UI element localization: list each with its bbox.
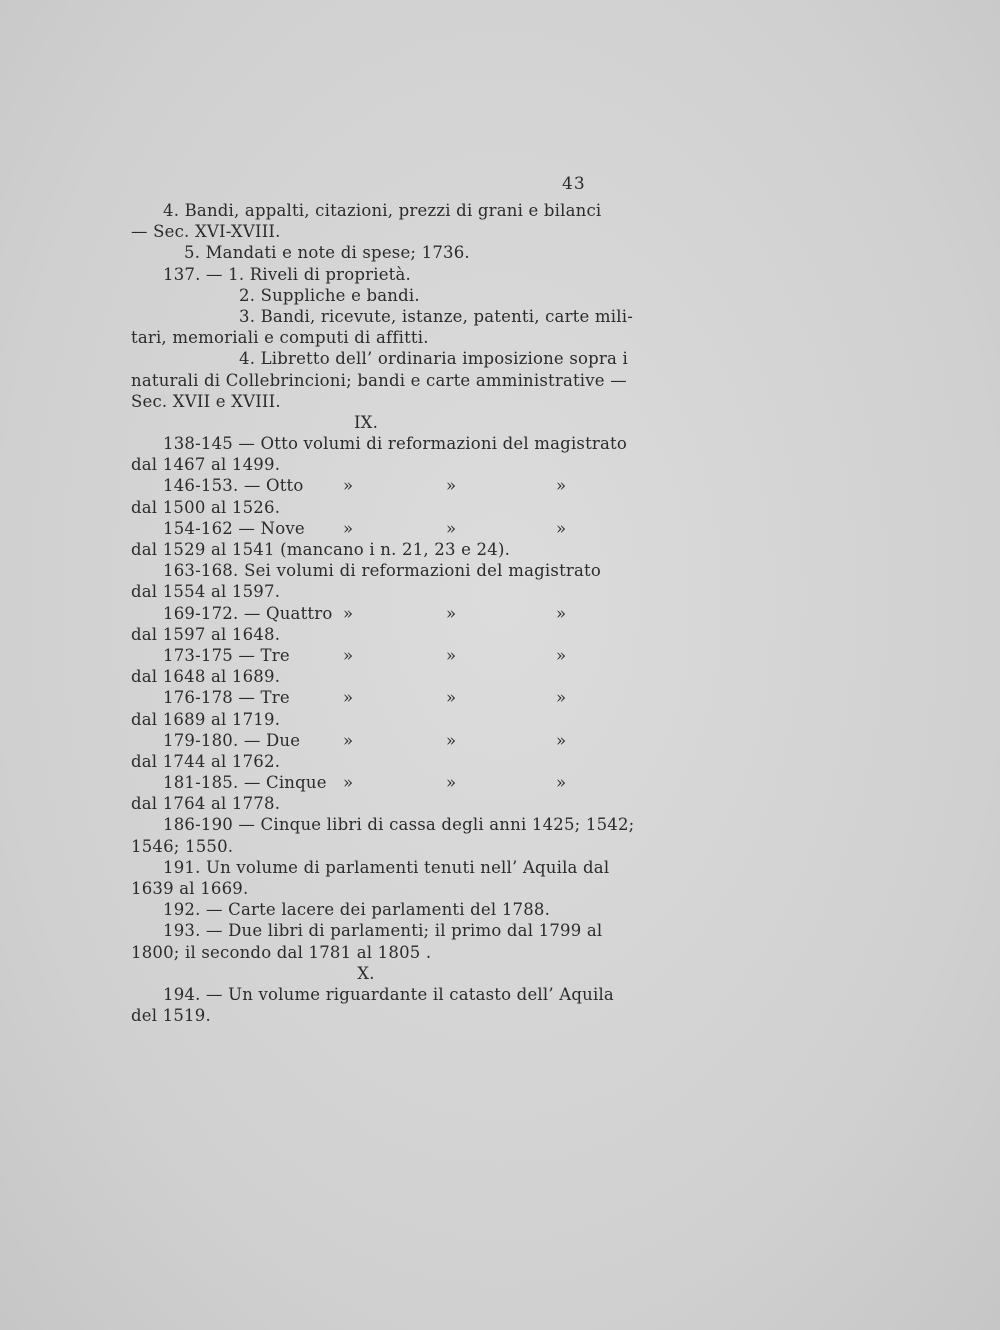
- register-row: [131, 603, 601, 624]
- text-line: dal 1529 al 1541 (mancano i n. 21, 23 e 24).: [131, 540, 511, 559]
- ditto-mark: »: [446, 730, 457, 750]
- text-line: 3. Bandi, ricevute, istanze, patenti, carte mili-: [239, 306, 633, 326]
- text-line: 5. Mandati e note di spese; 1736.: [184, 243, 470, 263]
- text-line: 192. — Carte lacere dei parlamenti del 1788.: [163, 900, 551, 920]
- register-row: [131, 518, 601, 539]
- ditto-mark: »: [343, 730, 354, 750]
- register-number: 176-178 — Tre: [163, 688, 290, 708]
- ditto-mark: »: [446, 645, 457, 665]
- ditto-mark: »: [556, 603, 567, 623]
- text-line: 2. Suppliche e bandi.: [239, 285, 420, 305]
- ditto-mark: »: [446, 773, 457, 793]
- register-number: 181-185. — Cinque: [163, 773, 327, 793]
- text-line: 4. Bandi, appalti, citazioni, prezzi di grani e bilanci: [163, 201, 602, 220]
- text-line: 137. — 1. Riveli di proprietà.: [163, 264, 411, 284]
- ditto-mark: »: [343, 645, 354, 665]
- ditto-mark: »: [446, 688, 457, 708]
- text-line: dal 1689 al 1719.: [131, 709, 281, 729]
- register-row: [131, 730, 601, 751]
- text-line: dal 1744 al 1762.: [131, 751, 281, 771]
- text-line: 163-168. Sei volumi di reformazioni del magistrato: [163, 561, 601, 581]
- section-heading: X.: [357, 963, 375, 983]
- text-line: 1639 al 1669.: [131, 879, 249, 898]
- register-number: 146-153. — Otto: [163, 476, 304, 496]
- text-line: — Sec. XVI-XVIII.: [131, 222, 281, 242]
- text-line: dal 1500 al 1526.: [131, 497, 281, 517]
- ditto-mark: »: [343, 518, 354, 538]
- text-line: Sec. XVII e XVIII.: [131, 391, 281, 411]
- text-line: del 1519.: [131, 1006, 211, 1026]
- section-heading: IX.: [353, 412, 379, 432]
- text-line: 194. — Un volume riguardante il catasto dell’ Aquila: [163, 984, 614, 1004]
- ditto-mark: »: [556, 730, 567, 750]
- text-line: naturali di Collebrincioni; bandi e carte amministrative —: [131, 370, 627, 390]
- ditto-mark: »: [556, 645, 567, 665]
- register-number: 154-162 — Nove: [163, 518, 305, 538]
- register-number: 179-180. — Due: [163, 730, 301, 750]
- register-row: [131, 772, 601, 793]
- text-line: 191. Un volume di parlamenti tenuti nell’ Aquila dal: [163, 857, 610, 877]
- ditto-mark: »: [556, 518, 567, 538]
- ditto-mark: »: [446, 518, 457, 538]
- text-line: tari, memoriali e computi di affitti.: [131, 328, 429, 348]
- ditto-mark: »: [343, 773, 354, 793]
- register-row: [131, 645, 601, 666]
- ditto-mark: »: [343, 688, 354, 708]
- register-row: [131, 475, 601, 496]
- register-row: [131, 687, 601, 708]
- text-line: dal 1764 al 1778.: [131, 794, 281, 814]
- text-line: 1546; 1550.: [131, 836, 234, 856]
- text-line: 193. — Due libri di parlamenti; il primo dal 1799 al: [163, 921, 603, 941]
- text-line: dal 1648 al 1689.: [131, 667, 281, 687]
- page-text: [131, 200, 635, 1026]
- ditto-mark: »: [446, 603, 457, 623]
- text-line: dal 1597 al 1648.: [131, 624, 281, 644]
- ditto-mark: »: [556, 773, 567, 793]
- text-line: dal 1467 al 1499.: [131, 455, 281, 475]
- page-number: 43: [562, 174, 586, 194]
- ditto-mark: »: [556, 476, 567, 496]
- ditto-mark: »: [556, 688, 567, 708]
- text-line: dal 1554 al 1597.: [131, 582, 281, 602]
- ditto-mark: »: [343, 476, 354, 496]
- text-line: 186-190 — Cinque libri di cassa degli anni 1425; 1542;: [163, 815, 635, 835]
- text-line: 4. Libretto dell’ ordinaria imposizione sopra i: [239, 349, 628, 369]
- ditto-mark: »: [446, 476, 457, 496]
- register-number: 173-175 — Tre: [163, 645, 290, 665]
- text-line: 1800; il secondo dal 1781 al 1805 .: [131, 942, 432, 962]
- text-line: 138-145 — Otto volumi di reformazioni del magistrato: [163, 434, 628, 454]
- ditto-mark: »: [343, 603, 354, 623]
- register-number: 169-172. — Quattro: [163, 603, 333, 623]
